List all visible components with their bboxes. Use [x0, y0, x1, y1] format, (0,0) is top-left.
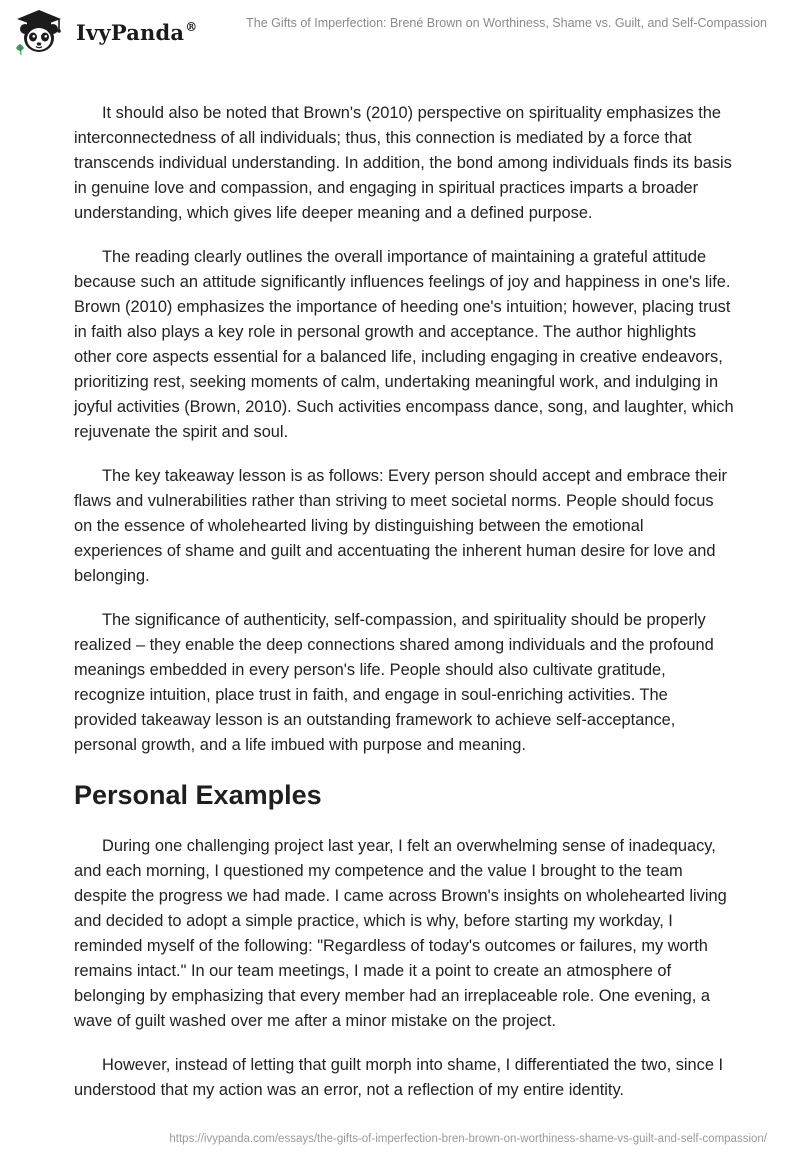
essay-body: [74, 101, 734, 1122]
section-heading: Personal Examples: [74, 780, 322, 810]
source-url[interactable]: https://ivypanda.com/essays/the-gifts-of-imperfection-bren-brown-on-worthiness-shame-vs-guilt-and-self-compassion/: [169, 1133, 767, 1145]
brand-text: IvyPanda: [76, 20, 185, 45]
panda-logo-icon[interactable]: [13, 8, 65, 56]
body-paragraph: It should also be noted that Brown's (2010) perspective on spirituality emphasizes the interconnectedness of all individuals; thus, this connection is mediated by a force that transcends individual understanding. In addition, the bond among individuals finds its basis in genuine love and compassion, and engaging in spiritual practices imparts a broader understanding, which gives life deeper meaning and a defined purpose.: [74, 104, 732, 222]
page-header: [0, 0, 800, 70]
registered-mark: ®: [185, 20, 198, 34]
body-paragraph: However, instead of letting that guilt morph into shame, I differentiated the two, since I understood that my action was an error, not a reflection of my entire identity.: [74, 1056, 724, 1099]
body-paragraph: During one challenging project last year, I felt an overwhelming sense of inadequacy, and each morning, I questioned my competence and the value I brought to the team despite the progress we had made. I came across Brown's insights on wholehearted living and decided to adopt a simple practice, which is why, before starting my workday, I reminded myself of the following: "Regardless of today's outcomes or failures, my worth remains intact." In our team meetings, I made it a point to create an atmosphere of belonging by emphasizing that every member had an irreplaceable role. One evening, a wave of guilt washed over me after a minor mistake on the project.: [74, 837, 727, 1030]
body-paragraph: The significance of authenticity, self-compassion, and spirituality should be properly realized – they enable the deep connections shared among individuals and the profound meanings embedded in every person's life. People should also cultivate gratitude, recognize intuition, place trust in faith, and engage in soul-enriching activities. The provided takeaway lesson is an outstanding framework to achieve self-acceptance, personal growth, and a life imbued with purpose and meaning.: [74, 611, 714, 754]
body-paragraph: The key takeaway lesson is as follows: Every person should accept and embrace their flaws and vulnerabilities rather than striving to meet societal norms. People should focus on the essence of wholehearted living by distinguishing between the emotional experiences of shame and guilt and accentuating the inherent human desire for love and belonging.: [74, 467, 727, 585]
document-title: The Gifts of Imperfection: Brené Brown on Worthiness, Shame vs. Guilt, and Self-Compassion: [246, 16, 767, 30]
body-paragraph: The reading clearly outlines the overall importance of maintaining a grateful attitude because such an attitude significantly influences feelings of joy and happiness in one's life. Brown (2010) emphasizes the importance of heeding one's intuition; however, placing trust in faith also plays a key role in personal growth and acceptance. The author highlights other core aspects essential for a balanced life, including engaging in creative endeavors, prioritizing rest, seeking moments of calm, undertaking meaningful work, and indulging in joyful activities (Brown, 2010). Such activities encompass dance, song, and laughter, which rejuvenate the spirit and soul.: [74, 248, 734, 441]
brand-name[interactable]: [76, 20, 197, 45]
